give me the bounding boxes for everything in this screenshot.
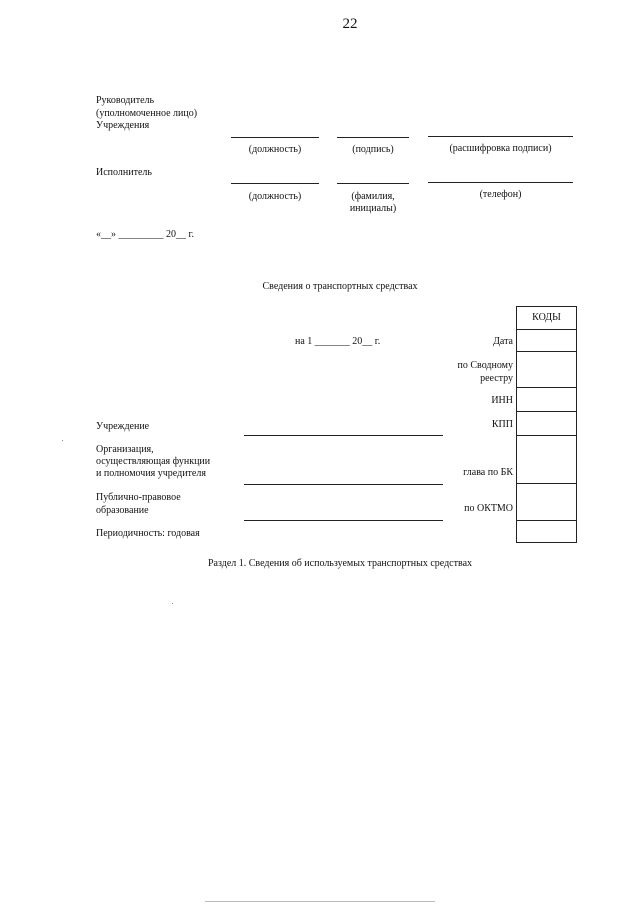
field-label-org-line1: Организация, — [96, 444, 154, 455]
field-line-organization — [244, 484, 443, 485]
code-label-bk: глава по БК — [463, 467, 513, 478]
head-signature-line — [337, 137, 409, 138]
report-as-of-date: на 1 _______ 20__ г. — [295, 336, 381, 347]
codes-table — [516, 306, 577, 543]
head-caption-signature: (подпись) — [352, 144, 394, 155]
codes-row-separator — [517, 387, 576, 388]
form-title: Сведения о транспортных средствах — [262, 281, 418, 292]
code-label-oktmo: по ОКТМО — [464, 503, 513, 514]
scan-speck — [172, 603, 173, 604]
executor-caption-name-line1: (фамилия, — [351, 191, 395, 202]
scan-edge-line — [205, 901, 435, 902]
head-label-line2: (уполномоченное лицо) — [96, 108, 198, 119]
code-label-inn: ИНН — [491, 395, 513, 406]
codes-row-separator — [517, 351, 576, 352]
page-number: 22 — [342, 16, 358, 32]
codes-row-separator — [517, 411, 576, 412]
code-label-kpp: КПП — [491, 419, 513, 430]
field-label-institution: Учреждение — [96, 421, 150, 432]
head-label-line1: Руководитель — [96, 95, 155, 106]
code-label-date: Дата — [493, 336, 513, 347]
field-line-public-entity — [244, 520, 443, 521]
code-label-registry-line2: реестру — [480, 373, 513, 384]
field-label-public-line2: образование — [96, 505, 149, 516]
executor-name-line — [337, 183, 409, 184]
field-line-institution — [244, 435, 443, 436]
executor-label: Исполнитель — [96, 167, 152, 178]
section-title: Раздел 1. Сведения об используемых транспортных средствах — [207, 558, 473, 569]
head-position-line — [231, 137, 319, 138]
codes-row-separator — [517, 483, 576, 484]
field-label-public-line1: Публично-правовое — [96, 492, 181, 503]
head-caption-decode: (расшифровка подписи) — [449, 143, 552, 154]
field-label-periodicity: Периодичность: годовая — [96, 528, 200, 539]
executor-phone-line — [428, 182, 573, 183]
field-label-org-line2: осуществляющая функции — [96, 456, 211, 467]
codes-row-separator — [517, 435, 576, 436]
codes-header: КОДЫ — [517, 307, 576, 330]
codes-row-separator — [517, 520, 576, 521]
field-label-org-line3: и полномочия учредителя — [96, 468, 206, 479]
executor-caption-name-line2: инициалы) — [349, 203, 397, 214]
scan-speck — [62, 440, 63, 441]
head-label-line3: Учреждения — [96, 120, 150, 131]
head-caption-position: (должность) — [248, 144, 302, 155]
head-decode-line — [428, 136, 573, 137]
executor-caption-phone: (телефон) — [479, 189, 522, 200]
executor-caption-position: (должность) — [248, 191, 302, 202]
code-label-registry-line1: по Сводному — [457, 360, 513, 371]
executor-position-line — [231, 183, 319, 184]
signature-date-line: «__» _________ 20__ г. — [96, 229, 194, 240]
